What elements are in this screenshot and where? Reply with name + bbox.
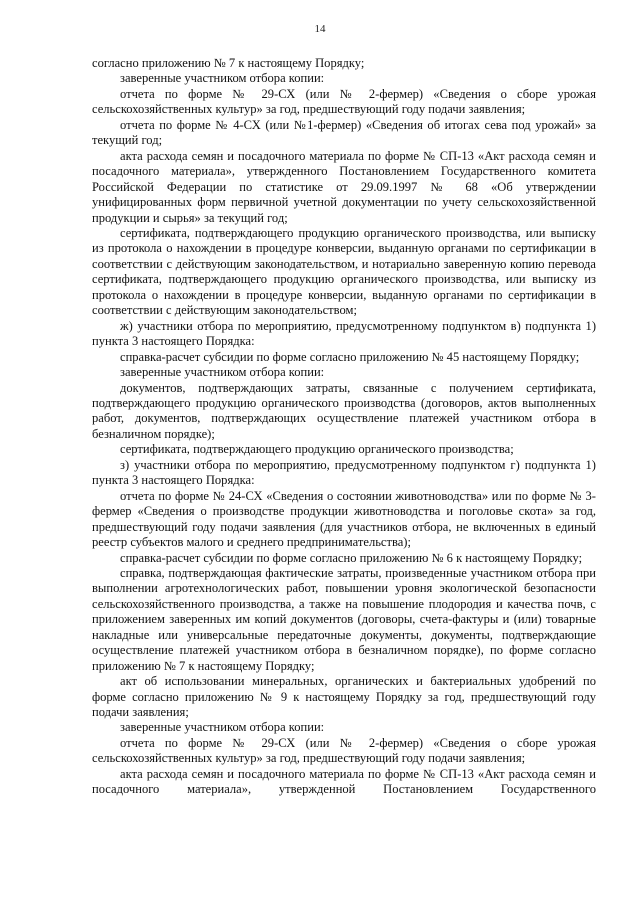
paragraph: справка-расчет субсидии по форме согласно приложению № 6 к настоящему Порядку; — [120, 550, 583, 565]
paragraph: отчета по форме № 4-СХ (или №1-фермер) «Сведения об итогах сева под урожай» за текущий год; — [92, 117, 596, 148]
paragraph: ж) участники отбора по мероприятию, предусмотренному подпунктом в) подпункта 1) пункта 3 настоящего Порядка: — [92, 318, 596, 349]
paragraph: акт об использовании минеральных, органических и бактериальных удобрений по форме согласно приложению № 9 к настоящему Порядку за год, предшествующий году подачи заявления; — [92, 674, 596, 720]
page-number: 14 — [314, 23, 326, 35]
paragraph: заверенные участником отбора копии: — [120, 365, 325, 380]
paragraph: сертификата, подтверждающего продукцию органического производства; — [120, 442, 514, 457]
paragraph: согласно приложению № 7 к настоящему Порядку; — [92, 56, 365, 70]
paragraph: заверенные участником отбора копии: — [120, 720, 325, 735]
paragraph: отчета по форме № 29-СХ (или № 2-фермер) «Сведения о сборе урожая сельскохозяйственных культур» за год, предшествующий году подачи заявления; — [92, 86, 596, 117]
paragraph: отчета по форме № 24-СХ «Сведения о состоянии животноводства» или по форме № 3-фермер «Сведения о производстве продукции животноводства и поголовье скота» за год, предшествующий году подачи заявления (для участников отбора, не включенных в единый реестр субъектов малого и среднего предпринимательства); — [92, 488, 596, 550]
paragraph: справка, подтверждающая фактические затраты, произведенные участником отбора при выполнении агротехнологических работ, повышении уровня экологической безопасности сельскохозяйственного производства, а также на повышение плодородия и качества почв, с приложением заверенных им копий документов (договоры, счета-фактуры и (или) товарные накладные или универсальные передаточные документы, документы, подтверждающие осуществление платежей участником отбора в безналичном порядке), по форме согласно приложению № 7 к настоящему Порядку; — [92, 565, 596, 673]
paragraph: акта расхода семян и посадочного материала по форме № СП-13 «Акт расхода семян и посадочного материала», утвержденной Постановлением Государственного — [92, 766, 596, 797]
document-body — [92, 56, 596, 798]
paragraph: документов, подтверждающих затраты, связанные с получением сертификата, подтверждающего продукцию органического производства (договоров, актов выполненных работ, документов, подтверждающих осуществление платежей участником отбора в безналичном порядке); — [92, 380, 596, 441]
paragraph: з) участники отбора по мероприятию, предусмотренному подпунктом г) подпункта 1) пункта 3 настоящего Порядка: — [92, 457, 596, 488]
paragraph: сертификата, подтверждающего продукцию органического производства, или выписку из протокола о нахождении в процедуре конверсии, выданную органами по сертификации в соответствии с действующим законодательством, и нотариально заверенную копию перевода сертификата, подтверждающего продукцию органического производства, или выписку из протокола о нахождении в процедуре конверсии, выданную органами по сертификации в соответствии с действующим законодательством; — [92, 225, 596, 318]
paragraph: заверенные участником отбора копии: — [120, 71, 325, 86]
paragraph: отчета по форме № 29-СХ (или № 2-фермер) «Сведения о сборе урожая сельскохозяйственных культур» за год, предшествующий году подачи заявления; — [92, 735, 596, 766]
paragraph: справка-расчет субсидии по форме согласно приложению № 45 настоящему Порядку; — [120, 349, 580, 364]
paragraph: акта расхода семян и посадочного материала по форме № СП-13 «Акт расхода семян и посадочного материала», утвержденного Постановлением Государственного комитета Российской Федерации по статистике от 29.09.1997 № 68 «Об утверждении унифицированных форм первичной учетной документации по учету сельскохозяйственной продукции и сырья» за текущий год; — [92, 148, 596, 225]
